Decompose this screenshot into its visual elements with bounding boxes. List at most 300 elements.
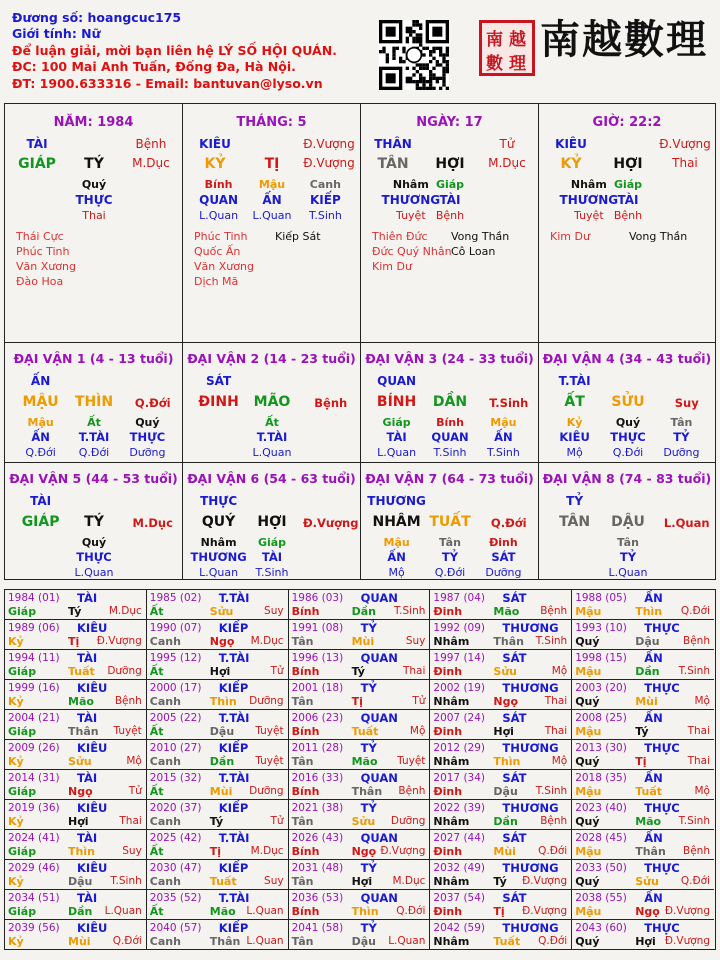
year-label: 2038 (55) [575,892,627,904]
dai-van-god: TÀI [30,494,52,508]
pillar-4 [538,103,716,343]
year-label: 1991 (08) [291,622,344,634]
year-stem: Canh [149,875,181,888]
year-cell [147,860,289,890]
year-stage: Dưỡng [249,695,284,707]
year-label: 2037 (54) [433,892,486,904]
star-left: Kim Dư [372,260,412,273]
year-god: KIẾP [218,921,249,935]
hidden-god: ẤN [494,430,513,444]
dai-van-6 [182,462,360,580]
year-stage: T.Sinh [678,815,710,827]
year-stage: Bệnh [540,605,568,617]
year-branch: Sửu [635,875,659,888]
pillar-stem-branch: M.Dục [488,156,526,170]
year-branch: Dậu [351,935,376,948]
year-god: T.TÀI [218,651,250,665]
year-stem: Đinh [433,605,463,618]
year-god: THƯƠNG [502,861,559,875]
pillar-god: THÂN [374,137,412,151]
year-branch: Mùi [351,635,375,648]
year-stem: Mậu [575,905,602,918]
year-god: T.TÀI [218,891,250,905]
year-cell [5,920,147,950]
pillar-god: Đ.Vượng [303,137,355,151]
year-cell [572,590,714,620]
year-stage: Mộ [694,695,710,707]
year-branch: Ngọ [635,905,660,918]
year-branch: Dậu [493,785,518,798]
year-stem: Tân [291,815,314,828]
year-stem: Ất [149,725,164,738]
year-label: 2007 (24) [433,712,486,724]
year-cell [572,650,714,680]
year-stem: Quý [575,875,600,888]
pillar-god: KIÊU [555,137,587,151]
year-cell [289,860,431,890]
year-branch: Ngọ [209,635,235,648]
year-branch: Dần [351,605,376,618]
year-god: QUAN [360,771,398,785]
year-cell [572,710,714,740]
year-cell [5,710,147,740]
year-label: 2030 (47) [149,862,202,874]
year-stage: Thai [119,815,142,827]
year-label: 2003 (20) [575,682,627,694]
dai-van-stage: Q.Đới [134,396,171,410]
year-cell [147,680,289,710]
dai-van-title: ĐẠI VẬN 6 (54 - 63 tuổi) [187,471,356,486]
year-label: 2031 (48) [291,862,344,874]
year-cell [5,860,147,890]
dai-van-8 [538,462,716,580]
dai-van-stage: L.Quan [663,516,710,530]
year-stem: Canh [149,695,181,708]
year-stage: Tuyệt [255,755,284,767]
year-stem: Bính [291,665,320,678]
year-cell [147,740,289,770]
year-branch: Dậu [209,725,235,738]
year-god: ẤN [644,771,663,785]
star-right: Cô Loan [451,245,496,258]
year-branch: Thìn [68,845,95,858]
year-cell [289,890,431,920]
year-label: 2016 (33) [291,772,344,784]
pillar-2 [182,103,360,343]
year-stem: Giáp [8,605,37,618]
year-label: 1998 (15) [575,652,627,664]
year-stage: Đ.Vượng [664,905,710,917]
year-god: ẤN [644,711,663,725]
year-label: 2017 (34) [433,772,486,784]
star-left: Thiên Đức [372,230,428,243]
year-god: TỶ [360,621,377,635]
dai-van-stem: QUÝ [201,514,236,530]
year-branch: Mão [351,755,378,768]
year-stem: Nhâm [433,875,470,888]
hidden-stage: T.Sinh [433,446,467,459]
hidden-stem: Nhâm [570,178,607,191]
dai-van-stage: T.Sinh [489,396,529,410]
year-stage: Q.Đới [538,845,568,857]
dai-van-god: THƯƠNG [367,494,426,508]
year-stem: Bính [291,605,320,618]
year-stem: Canh [149,755,181,768]
year-cell [289,650,431,680]
dai-van-branch: MÃO [253,394,291,410]
dai-van-4 [538,343,716,463]
year-stage: Thai [687,755,710,767]
year-stage: Suy [122,845,142,857]
year-cell [430,620,572,650]
year-branch: Thân [351,785,383,798]
dai-van-god: TỶ [566,494,584,508]
dai-van-title: ĐẠI VẬN 1 (4 - 13 tuổi) [13,351,174,366]
star-left: Dịch Mã [194,275,239,288]
year-cell [572,890,714,920]
year-god: KIÊU [77,741,108,755]
year-god: TỶ [360,921,377,935]
year-label: 2040 (57) [149,922,202,934]
hidden-stem: Giáp [257,536,287,549]
year-label: 2029 (46) [8,862,60,874]
hidden-god: THƯƠNG [559,193,619,207]
dai-van-title: ĐẠI VẬN 3 (24 - 33 tuổi) [365,351,534,366]
hidden-stem: Mậu [490,416,517,429]
hidden-stage: Q.Đới [612,446,644,459]
year-cell [5,770,147,800]
year-label: 2010 (27) [149,742,202,754]
year-stem: Tân [291,695,314,708]
dai-van-stage: Suy [674,396,699,410]
year-cell [572,770,714,800]
dai-van-stage: Bệnh [314,396,348,410]
dai-van-title: ĐẠI VẬN 8 (74 - 83 tuổi) [542,471,712,486]
year-label: 2008 (25) [575,712,627,724]
year-stage: T.Sinh [678,665,710,677]
pillar-god: Đ.Vượng [659,137,711,151]
year-label: 1994 (11) [8,652,60,664]
hidden-stage: Q.Đới [78,446,110,459]
year-stage: Tử [270,815,284,827]
pillar-title: THÁNG: 5 [236,115,307,130]
hidden-stage: Thai [82,209,106,222]
year-branch: Mão [68,695,94,708]
hidden-stage: Mộ [388,566,405,579]
year-label: 1999 (16) [8,682,60,694]
dai-van-stem: NHÂM [372,514,421,530]
year-cell [289,770,431,800]
year-god: THƯƠNG [502,621,559,635]
year-cell [572,860,714,890]
hidden-stem: Nhâm [200,536,237,549]
year-stage: Tử [270,665,284,677]
year-stem: Ất [149,605,164,618]
hidden-god: KIẾP [310,193,341,207]
pillar-title: NGÀY: 17 [416,115,483,130]
hidden-stage: Tuyệt [574,209,604,222]
year-stage: M.Dục [392,875,426,887]
header-info [12,10,337,92]
year-cell [430,680,572,710]
year-stage: Mộ [409,725,426,737]
hidden-god: THỰC [129,430,166,444]
year-god: THƯƠNG [502,801,559,815]
year-stem: Đinh [433,845,463,858]
hidden-god: QUAN [199,193,239,207]
hidden-god: T.TÀI [256,430,288,444]
star-left: Phúc Tinh [194,230,248,243]
year-stage: Tuyệt [255,725,284,737]
year-branch: Tị [351,695,363,708]
qr-code-icon[interactable] [379,20,449,90]
dai-van-branch: THÌN [74,394,114,410]
hidden-god: QUAN [431,430,469,444]
year-stem: Quý [575,935,600,948]
dai-van-branch: DẦN [432,394,468,410]
hidden-god: TÀI [386,430,407,444]
pillar-stem-branch: HỢI [435,156,465,172]
year-stem: Quý [575,635,600,648]
year-branch: Thìn [351,905,379,918]
year-god: THỰC [644,681,680,695]
year-branch: Tuất [351,725,379,738]
year-stage: Tuyệt [397,755,426,767]
year-cell [5,650,147,680]
seal-stamp-icon [479,20,535,76]
hidden-stem: Quý [81,178,107,191]
hidden-god: TÀI [439,193,461,207]
year-stem: Canh [149,635,181,648]
year-branch: Tị [493,905,505,918]
year-label: 1995 (12) [149,652,202,664]
star-left: Thái Cực [16,230,64,243]
year-stem: Kỷ [8,815,24,828]
dai-van-3 [360,343,538,463]
dai-van-stem: MẬU [22,394,59,410]
pillar-stem-branch: Đ.Vượng [303,156,355,170]
year-stage: Tử [128,785,142,797]
year-label: 2000 (17) [149,682,202,694]
hidden-stage: Dưỡng [129,446,166,459]
year-branch: Hợi [635,935,656,948]
year-branch: Dậu [635,635,660,648]
year-god: SÁT [502,891,527,905]
year-god: TÀI [77,711,98,725]
year-stem: Mậu [575,605,602,618]
year-stem: Mậu [575,785,602,798]
year-branch: Thân [209,935,241,948]
year-stage: T.Sinh [110,875,142,887]
hidden-god: SÁT [491,550,516,564]
year-cell [430,920,572,950]
year-cell [430,650,572,680]
year-stage: Bệnh [114,695,142,707]
year-stem: Kỷ [8,875,24,888]
year-stage: Mộ [126,755,142,767]
year-stem: Nhâm [433,695,470,708]
hidden-stage: T.Sinh [308,209,342,222]
year-branch: Tý [635,725,649,738]
year-stage: Q.Đới [112,935,142,947]
year-god: TÀI [77,831,98,845]
hidden-stage: Bệnh [435,209,465,222]
year-cell [430,590,572,620]
year-god: KIẾP [218,681,249,695]
year-stage: Dưỡng [390,815,426,827]
year-branch: Hợi [493,725,514,738]
year-stem: Kỷ [8,935,24,948]
year-stem: Kỷ [8,635,24,648]
pillar-god: KIÊU [199,137,231,151]
year-branch: Dần [635,665,660,678]
star-left: Quốc Ấn [194,245,241,258]
year-stem: Quý [575,695,600,708]
year-branch: Ngọ [68,785,93,798]
year-cell [5,590,147,620]
year-stem: Mậu [575,665,602,678]
hidden-stage: T.Sinh [486,446,520,459]
pillar-stem-branch: TÂN [377,156,409,172]
year-stem: Tân [291,935,314,948]
year-branch: Mùi [68,935,91,948]
hidden-stem: Tân [617,536,639,549]
dai-van-branch: TUẤT [429,514,471,530]
star-right: Vong Thần [629,230,688,243]
year-cell [572,800,714,830]
site-logo-title: 南越數理 [540,16,708,63]
year-god: QUAN [360,591,398,605]
dai-van-stage: M.Dục [132,516,173,530]
year-stage: M.Dục [108,605,142,617]
hidden-stage: L.Quan [199,566,239,579]
year-stage: Đ.Vượng [522,905,568,917]
pillar-stem-branch: Thai [672,156,698,170]
year-stem: Tân [291,875,314,888]
year-label: 2027 (44) [433,832,486,844]
dai-van-stem: TÂN [559,514,591,530]
year-label: 2026 (43) [291,832,344,844]
year-god: KIẾP [218,861,249,875]
year-label: 2006 (23) [291,712,344,724]
pillar-stem-branch: TÝ [84,156,104,172]
pillar-title: GIỜ: 22:2 [592,115,662,130]
year-stage: Mộ [551,665,568,677]
year-branch: Ngọ [493,695,519,708]
year-cell [289,800,431,830]
year-label: 2019 (36) [8,802,60,814]
pillar-stem-branch: GIÁP [18,156,56,172]
year-god: T.TÀI [218,771,250,785]
year-stage: Suy [405,635,426,647]
year-label: 2034 (51) [8,892,60,904]
hidden-stage: L.Quan [199,209,239,222]
year-stage: Bệnh [683,845,710,857]
year-god: QUAN [360,711,398,725]
hidden-stem: Bính [436,416,464,429]
pillar-god: TÀI [26,137,48,151]
year-stage: T.Sinh [535,785,568,797]
year-cell [147,620,289,650]
dai-van-title: ĐẠI VẬN 4 (34 - 43 tuổi) [542,351,712,366]
year-god: KIÊU [77,861,108,875]
year-stage: Thai [402,665,426,677]
year-branch: Thân [635,845,666,858]
year-branch: Tuất [493,935,521,948]
hidden-stem: Giáp [613,178,643,191]
dai-van-god: SÁT [206,374,232,388]
year-branch: Mão [209,905,236,918]
hidden-stage: Q.Đới [434,566,466,579]
year-god: THỰC [644,621,680,635]
dai-van-stem: GIÁP [21,514,60,530]
hidden-god: THỰC [75,193,113,207]
year-cell [430,710,572,740]
year-god: KIẾP [218,621,249,635]
year-god: TỶ [360,681,377,695]
year-god: ẤN [644,591,663,605]
hidden-god: TÀI [261,550,283,564]
dai-van-stem: ĐINH [198,394,239,410]
hidden-god: TÀI [617,193,639,207]
year-stem: Bính [291,725,320,738]
year-branch: Tuất [209,875,237,888]
year-branch: Thân [68,725,99,738]
hidden-stem: Canh [309,178,341,191]
year-cell [430,890,572,920]
year-stage: Suy [264,875,284,887]
year-stem: Ất [149,905,164,918]
hidden-stem: Bính [204,178,233,191]
hidden-god: THƯƠNG [381,193,441,207]
hidden-god: ẤN [262,193,282,207]
year-branch: Mão [635,815,662,828]
year-god: THƯƠNG [502,921,559,935]
year-stage: M.Dục [250,635,284,647]
year-stage: Tuyệt [113,725,142,737]
year-stage: Mộ [694,785,710,797]
contact-phone-email: ĐT: 1900.633316 - Email: bantuvan@lyso.vn [12,75,323,91]
year-cell [5,890,147,920]
year-label: 2028 (45) [575,832,627,844]
hidden-god: T.TÀI [78,430,110,444]
pillar-god: Tử [499,137,515,151]
pillar-3 [360,103,538,343]
year-branch: Hợi [351,875,373,888]
year-god: THỰC [644,861,680,875]
dai-van-stage: Q.Đới [490,516,527,530]
year-stem: Đinh [433,905,463,918]
hidden-stage: Dưỡng [485,566,522,579]
year-branch: Sửu [351,815,376,828]
year-cell [147,920,289,950]
dai-van-branch: HỢI [257,514,287,530]
year-stem: Nhâm [433,755,470,768]
year-stage: Dưỡng [249,785,284,797]
dai-van-branch: DẬU [611,514,645,530]
year-stage: T.Sinh [393,605,426,617]
hidden-stem: Quý [615,416,641,429]
year-stage: Q.Đới [680,875,710,887]
year-cell [572,680,714,710]
year-stem: Giáp [8,665,37,678]
year-cell [147,890,289,920]
year-label: 1986 (03) [291,592,344,604]
hidden-stem: Ất [87,416,101,429]
year-stage: Q.Đới [538,935,568,947]
year-stage: Đ.Vượng [664,935,710,947]
year-god: T.TÀI [218,831,250,845]
